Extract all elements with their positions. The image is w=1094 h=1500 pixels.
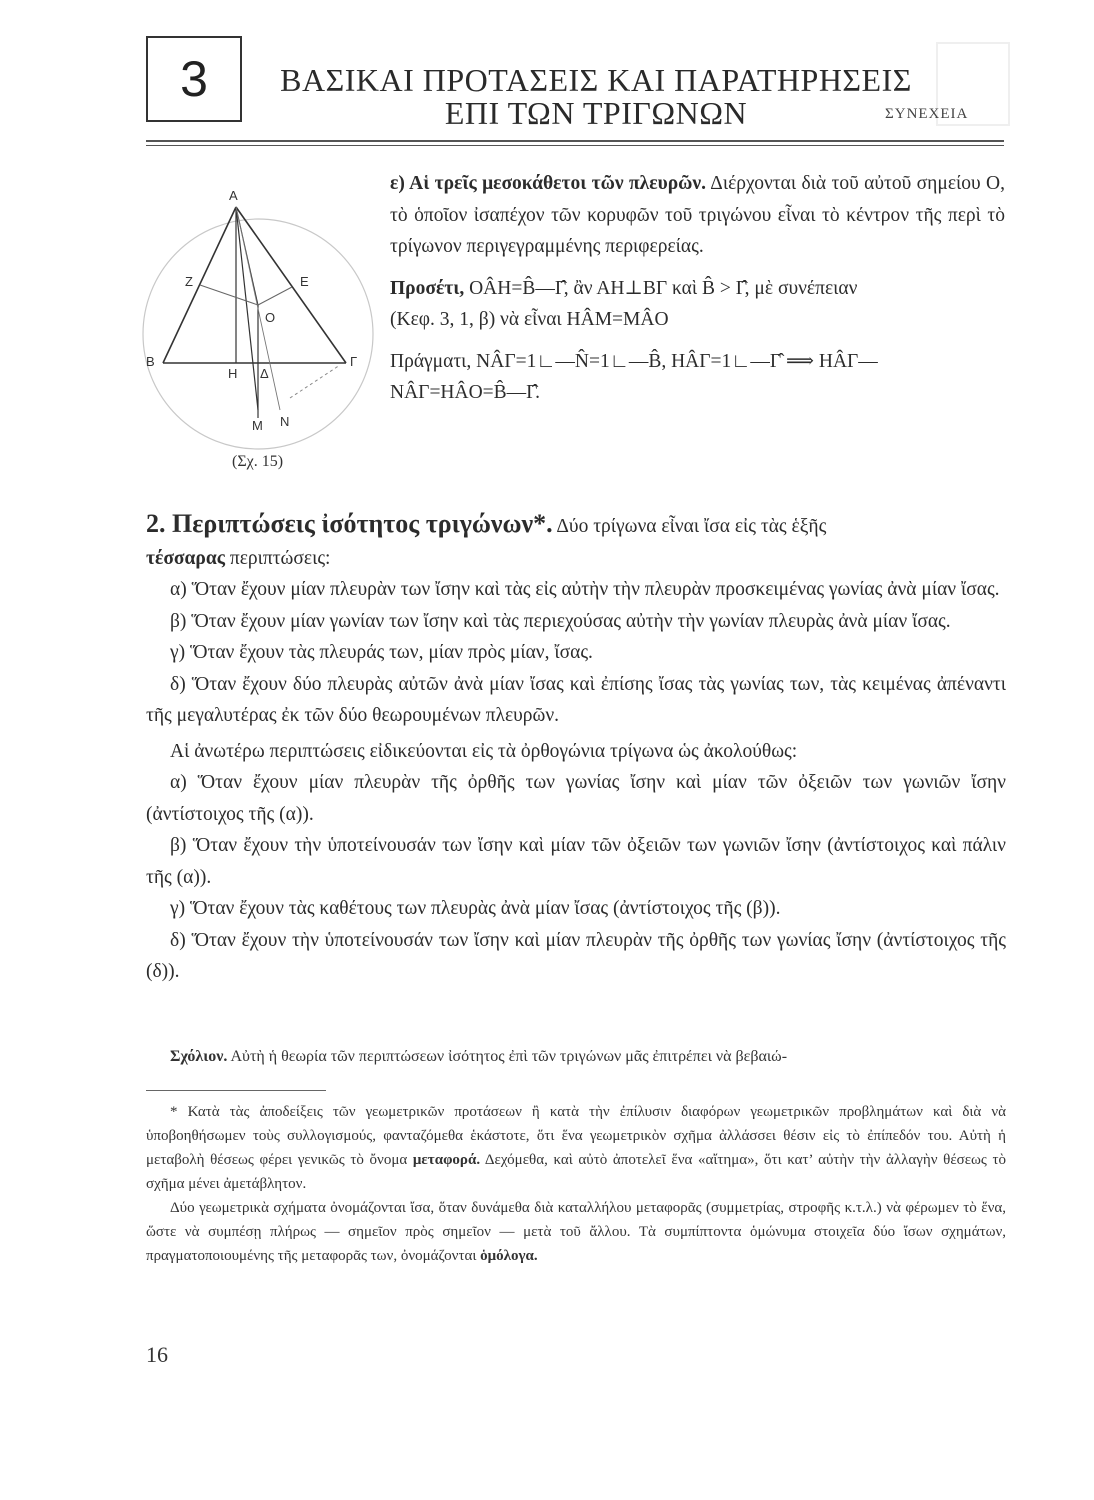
footnote-p2-start: Δύο γεωμετρικὰ σχήματα ὀνομάζονται ἴσα, ὅταν δυνάμεθα διὰ καταλλήλου μεταφορᾶς (συμμετρίας, στροφῆς κ.τ.λ.) νὰ φέρωμεν τὸ ἕνα, ὥστε νὰ συμπέσῃ πλήρως — σημεῖον πρὸς σημεῖον — μετὰ τοῦ ἄλλου. Τὰ συμπίπτοντα ὁμώνυμα στοιχεῖα δύο ἴσων σχημάτων, πραγματοποιουμένης τῆς μεταφορᾶς των, ὀνομάζονται	[146, 1200, 1006, 1264]
label-e: E	[300, 274, 309, 289]
label-d: Δ	[260, 366, 269, 381]
chapter-number: 3	[180, 51, 208, 107]
item-e-heading: ε) Αἱ τρεῖς μεσοκάθετοι τῶν πλευρῶν.	[390, 173, 706, 194]
scholion-label: Σχόλιον.	[170, 1048, 228, 1065]
line-oe	[258, 287, 292, 305]
item-e-paragraph	[390, 168, 1005, 263]
label-g: Γ	[350, 354, 358, 369]
right-triangle-intro: Αἱ ἀνωτέρω περιπτώσεις εἰδικεύονται εἰς τὰ ὀρθογώνια τρίγωνα ὡς ἀκολούθως:	[170, 740, 798, 762]
right-text-block	[390, 168, 1005, 409]
footnote-paragraph-1	[146, 1100, 1006, 1196]
header-rule-thick	[146, 140, 1004, 142]
side-ab	[163, 207, 236, 363]
chapter-title	[256, 64, 936, 130]
footnote-paragraph-2	[146, 1196, 1006, 1268]
right-case-d: δ) Ὅταν ἔχουν τὴν ὑποτείνουσάν των ἴσην καὶ μίαν πλευρὰν τῆς ὀρθῆς των γωνίας ἴσην (ἀντίστοιχος τῆς (δ)).	[146, 929, 1006, 982]
line-am	[236, 207, 258, 410]
footnote-rule	[146, 1090, 326, 1091]
case-d: δ) Ὅταν ἔχουν δύο πλευρὰς αὐτῶν ἀνὰ μίαν ἴσας καὶ ἐπίσης ἴσας τὰς γωνίας των, τὰς κειμένας ἀπέναντι τῆς μεγαλυτέρας ἐκ τῶν δύο θεωρουμένων πλευρῶν.	[146, 673, 1006, 726]
footnote-p1-end: Δεχόμεθα, καὶ αὐτὸ ἀποτελεῖ ἕνα «αἴτημα», ὅτι κατ’ αὐτὴν τὴν ἀλλαγὴν θέσεως τὸ σχῆμα μένει ἀμετάβλητον.	[146, 1152, 1006, 1192]
case-b: β) Ὅταν ἔχουν μίαν γωνίαν των ἴσην καὶ τὰς περιεχούσας αὐτὴν τὴν γωνίαν πλευρὰς ἀνὰ μίαν ἴσας.	[170, 610, 951, 632]
reference-line: (Κεφ. 3, 1, β) νὰ εἶναι ΗÂΜ=ΜÂΟ	[390, 309, 669, 330]
chapter-number-box	[146, 36, 242, 122]
line-oz	[200, 285, 258, 305]
case-c: γ) Ὅταν ἔχουν τὰς πλευράς των, μίαν πρὸς μίαν, ἴσας.	[170, 642, 593, 663]
chapter-title-line2: ΕΠΙ ΤΩΝ ΤΡΙΓΩΝΩΝ	[444, 95, 748, 131]
footnote-p1-start: * Κατὰ τὰς ἀποδείξεις τῶν γεωμετρικῶν προτάσεων ἢ κατὰ τὴν ἐπίλυσιν διαφόρων γεωμετρικῶν προβλημάτων καὶ διὰ νὰ ὑποβοηθήσωμεν τοὺς συλλογισμούς, φανταζόμεθα ἑκάστοτε, ὅτι ἕνα γεωμετρικὸν σχῆμα ἀλλάσσει θέσιν εἰς τὸ ἐπίπεδόν του. Αὐτὴ ἡ μεταβολὴ θέσεως φέρει γενικῶς τὸ ὄνομα	[146, 1104, 1006, 1168]
furthermore-text: ΟÂΗ=B̂—Γ̂, ἂν ΑΗ⊥ΒΓ καὶ B̂ > Γ̂, μὲ συνέπειαν	[464, 277, 858, 299]
proof-line-2: ΝÂΓ=ΗÂΟ=B̂—Γ̂.	[390, 382, 540, 403]
section-intro	[146, 508, 1006, 574]
furthermore-paragraph	[390, 273, 1005, 305]
right-case-a: α) Ὅταν ἔχουν μίαν πλευρὰν τῆς ὀρθῆς των γωνίας ἴσην καὶ μίαν τῶν ὀξειῶν των γωνιῶν ἴσην (ἀντίστοιχος τῆς (α)).	[146, 772, 1006, 825]
item-e-text: Διέρχονται διὰ τοῦ αὐτοῦ σημείου O, τὸ ὁποῖον ἰσαπέχον τῶν κορυφῶν τοῦ τριγώνου εἶναι τὸ κέντρον τῆς περὶ τὸ τρίγωνον περιγεγραμμένης περιφερείας.	[390, 173, 1005, 257]
continued-label: ΣΥΝΕΧΕΙΑ	[885, 106, 969, 122]
furthermore-label: Προσέτι,	[390, 277, 465, 299]
label-m: M	[252, 418, 263, 433]
scholion-text: Αὐτὴ ἡ θεωρία τῶν περιπτώσεων ἰσότητος ἐπὶ τῶν τριγώνων μᾶς ἐπιτρέπει νὰ βεβαιώ-	[227, 1048, 788, 1065]
figure-caption: (Σχ. 15)	[232, 453, 284, 470]
right-case-b: β) Ὅταν ἔχουν τὴν ὑποτείνουσάν των ἴσην καὶ μίαν τῶν ὀξειῶν των γωνιῶν ἴσην (ἀντίστοιχος καὶ πάλιν τῆς (α)).	[146, 835, 1006, 888]
scholion	[170, 1045, 1010, 1069]
main-section	[146, 508, 1006, 988]
case-a: α) Ὅταν ἔχουν μίαν πλευρὰν των ἴσην καὶ τὰς εἰς αὐτὴν τὴν πλευρὰν προσκειμένας γωνίας ἀνὰ μίαν ἴσας.	[170, 579, 1000, 600]
chapter-title-line1: ΒΑΣΙΚΑΙ ΠΡΟΤΑΣΕΙΣ ΚΑΙ ΠΑΡΑΤΗΡΗΣΕΙΣ	[280, 62, 912, 98]
footnote-p2-bold: ὁμόλογα.	[480, 1248, 538, 1264]
label-z: Z	[185, 274, 193, 289]
proof-line-1: Πράγματι, ΝÂΓ=1∟—N̂=1∟—B̂, ΗÂΓ=1∟—Γ̂ ⟹ ΗÂΓ—	[390, 350, 878, 372]
section-title: 2. Περιπτώσεις ἰσότητος τριγώνων*.	[146, 509, 553, 538]
section-intro-bold: τέσσαρας	[146, 547, 225, 569]
label-n: N	[280, 414, 290, 429]
footnote-p1-bold: μεταφορά.	[412, 1152, 481, 1168]
label-h: H	[228, 366, 238, 381]
right-case-c: γ) Ὅταν ἔχουν τὰς καθέτους των πλευρὰς ἀνὰ μίαν ἴσας (ἀντίστοιχος τῆς (β)).	[170, 898, 781, 919]
triangle-figure	[140, 160, 380, 490]
section-intro-end: περιπτώσεις:	[224, 547, 331, 569]
dashed-line	[290, 365, 340, 398]
label-o: O	[265, 310, 276, 325]
footnotes	[146, 1100, 1006, 1268]
page-number: 16	[146, 1342, 168, 1367]
label-b: B	[146, 354, 155, 369]
header-rule-thin	[146, 145, 1004, 146]
label-a: A	[229, 188, 238, 203]
section-intro-text: Δύο τρίγωνα εἶναι ἴσα εἰς τὰς ἑξῆς	[552, 516, 827, 537]
